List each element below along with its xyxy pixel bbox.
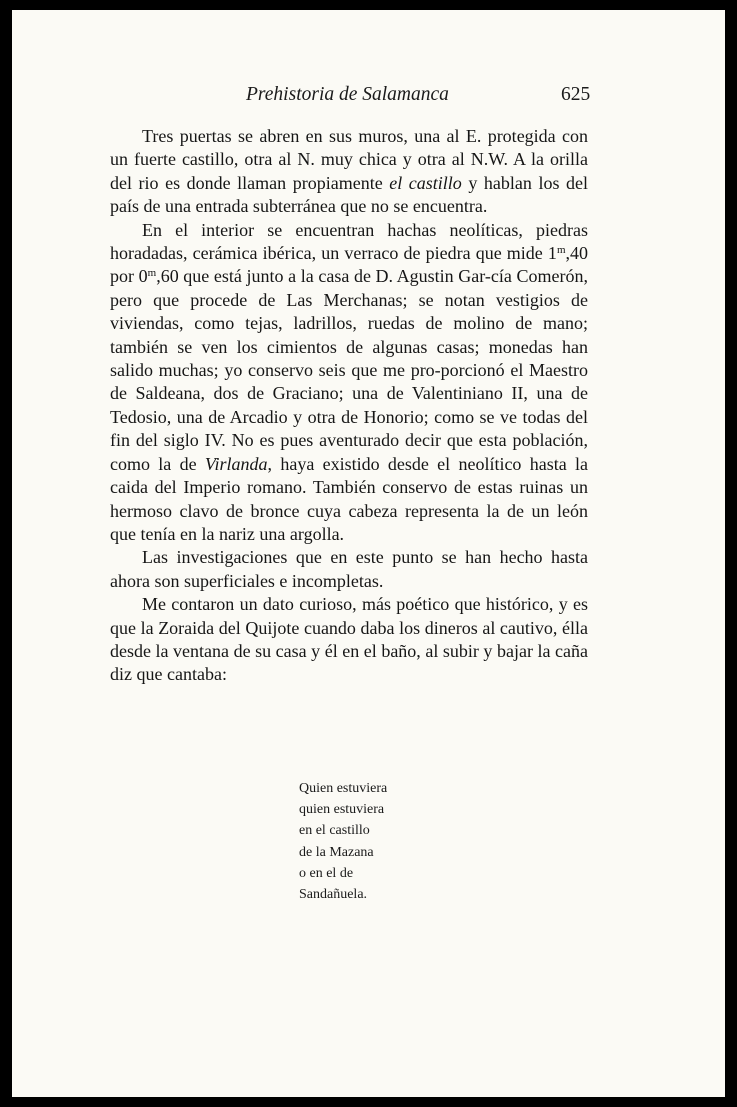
text-span: ,60 que está junto a la casa de D. Agustin Gar-cía Comerón, pero que procede de Las Merchanas; se notan vestigios de viviendas, como tejas, ladrillos, ruedas de molino de mano; también se ven los cimientos de algunas casas; monedas han salido muchas; yo conservo seis que me pro-porcionó el Maestro de Saldeana, dos de Graciano; una de Valentiniano II, una de Tedosio, una de Arcadio y otra de Honorio; como se ve todas del fin del siglo IV. No es pues aventurado decir que esta población, como la de [110,266,589,474]
verse-line: en el castillo [299,823,370,839]
text-span: ,40 por 0 [110,243,588,287]
paragraph [110,593,588,687]
verse-line: de la Mazana [299,844,374,860]
italic-span: el castillo [389,172,462,193]
text-span: , haya existido desde el neolítico hasta la caida del Imperio romano. También conservo de estas ruinas un hermoso clavo de bronce cuya cabeza representa la de un león que tenía en la nariz una argolla. [110,453,588,544]
scan-border-right [725,0,737,1107]
running-title: Prehistoria de Salamanca [246,84,449,105]
paragraph [110,219,588,547]
superscript: m [556,244,566,257]
text-span: Me contaron un dato curioso, más poético que histórico, y es que la Zoraida del Quijote cuando daba los dineros al cautivo, élla desde la ventana de su casa y él en el baño, al subir y bajar la caña diz que cantaba: [110,594,588,685]
page-number: 625 [561,84,591,105]
superscript: m [147,267,157,280]
running-head [12,84,725,110]
verse-line: Sandañuela. [299,887,368,903]
italic-span: Virlanda [204,453,268,474]
verse-line: o en el de [299,865,354,881]
verse-line: Quien estuviera [299,781,388,796]
document-page [12,10,725,1097]
text-span: Las investigaciones que en este punto se han hecho hasta ahora son superficiales e incompletas. [110,547,588,591]
paragraph [110,546,588,593]
text-span: Tres puertas se abren en sus muros, una al E. protegida con un fuerte castillo, otra al N. muy chica y otra al N.W. A la orilla del rio es donde llaman propiamente [110,126,588,193]
verse-line: quien estuviera [299,802,385,818]
text-span: En el interior se encuentran hachas neolíticas, piedras horadadas, cerámica ibérica, un verraco de piedra que mide 1 [110,219,588,264]
verse-block [299,778,387,905]
paragraph [110,125,588,219]
body-text [110,125,588,687]
text-span: y hablan los del país de una entrada subterránea que no se encuentra. [110,172,588,217]
